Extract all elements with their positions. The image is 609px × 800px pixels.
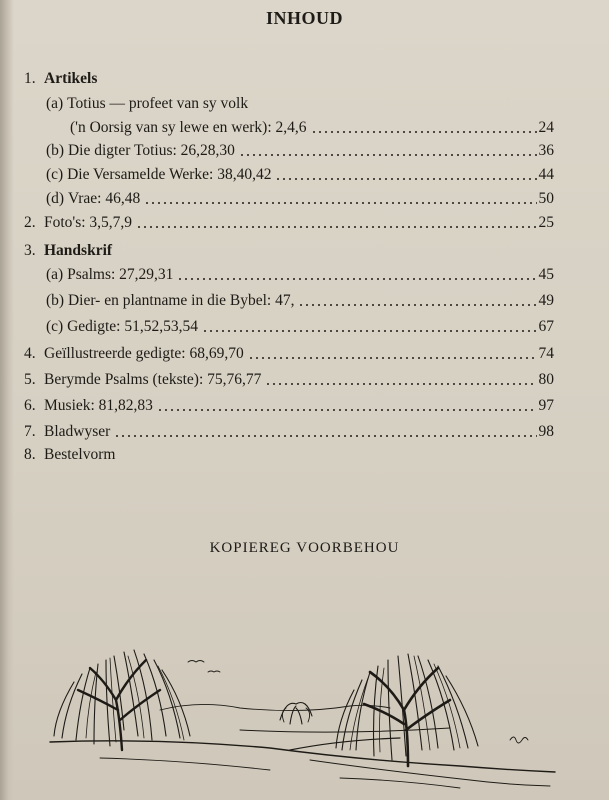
- toc-entry-text: Bestelvorm: [44, 446, 116, 463]
- toc-page-number: 50: [538, 190, 554, 207]
- toc-entry-totius: [46, 93, 546, 115]
- toc-entry-text: ('n Oorsig van sy lewe en werk): 2,4,6: [70, 119, 307, 136]
- toc-sub-letter: (c): [46, 166, 64, 183]
- dot-leader: [265, 382, 536, 386]
- toc-entry-text: Vrae: 46,48: [67, 190, 141, 207]
- willow-trees-illustration: [40, 620, 560, 790]
- toc-page-number: 74: [538, 345, 554, 362]
- dot-leader: [275, 177, 536, 181]
- toc-number: 4.: [24, 345, 36, 362]
- toc-entry-vrae: [46, 188, 554, 210]
- dot-leader: [157, 408, 537, 412]
- toc-sub-letter: (a): [46, 266, 64, 283]
- toc-sub-letter: (b): [46, 142, 65, 159]
- toc-number: 1.: [24, 70, 36, 87]
- toc-entry-gedigte: [46, 316, 554, 338]
- toc-page-number: 24: [538, 119, 554, 136]
- toc-entry-text: Totius — profeet van sy volk: [67, 95, 249, 112]
- copyright-notice: KOPIEREG VOORBEHOU: [209, 540, 400, 556]
- toc-entry-digter: [46, 140, 554, 162]
- toc-number: 7.: [24, 423, 36, 440]
- dot-leader: [298, 303, 536, 307]
- toc-page-number: 67: [538, 318, 554, 335]
- toc-page-number: 45: [538, 266, 554, 283]
- dot-leader: [177, 277, 536, 281]
- toc-page-number: 97: [538, 397, 554, 414]
- toc-entry-versamelde-werke: [46, 164, 554, 186]
- toc-number: 5.: [24, 371, 36, 388]
- toc-page-number: 44: [538, 166, 554, 183]
- toc-number: 6.: [24, 397, 36, 414]
- dot-leader: [239, 153, 537, 157]
- toc-entry-geillustreerde-gedigte: [24, 343, 554, 365]
- toc-entry-text: Berymde Psalms (tekste): 75,76,77: [44, 371, 262, 388]
- toc-entry-psalms: [46, 264, 554, 286]
- toc-entry-text: Foto's: 3,5,7,9: [44, 214, 133, 231]
- toc-entry-text: Die digter Totius: 26,28,30: [67, 142, 235, 159]
- toc-sub-letter: (b): [46, 292, 65, 309]
- toc-page-number: 49: [538, 292, 554, 309]
- toc-heading-label: Handskrif: [44, 242, 113, 259]
- toc-entry-fotos: [24, 212, 554, 234]
- toc-page-number: 25: [538, 214, 554, 231]
- toc-entry-text: Gedigte: 51,52,53,54: [67, 318, 198, 335]
- toc-entry-bestelvorm: [24, 444, 324, 466]
- dot-leader: [202, 329, 537, 333]
- toc-heading-label: Artikels: [44, 70, 98, 87]
- toc-page-number: 36: [538, 142, 554, 159]
- toc-entry-text: Musiek: 81,82,83: [44, 397, 153, 414]
- toc-heading-artikels: [24, 68, 544, 90]
- toc-entry-berymde-psalms: [24, 369, 554, 391]
- toc-entry-dier-en-plantname: [46, 290, 554, 312]
- dot-leader: [136, 225, 536, 229]
- dot-leader: [144, 201, 536, 205]
- toc-entry-text: Psalms: 27,29,31: [67, 266, 174, 283]
- toc-sub-letter: (d): [46, 190, 65, 207]
- dot-leader: [114, 434, 536, 438]
- toc-page-number: 80: [538, 371, 554, 388]
- toc-number: 3.: [24, 242, 36, 259]
- toc-entry-text: Bladwyser: [44, 423, 111, 440]
- toc-entry-bladwyser: [24, 421, 554, 443]
- toc-page-number: 98: [538, 423, 554, 440]
- toc-number: 2.: [24, 214, 36, 231]
- toc-sub-letter: (c): [46, 318, 64, 335]
- dot-leader: [248, 356, 537, 360]
- toc-entry-text: Die Versamelde Werke: 38,40,42: [67, 166, 272, 183]
- toc-entry-musiek: [24, 395, 554, 417]
- toc-number: 8.: [24, 446, 36, 463]
- dot-leader: [311, 130, 537, 134]
- page-title: INHOUD: [265, 8, 343, 28]
- toc-heading-handskrif: [24, 240, 544, 262]
- toc-sub-letter: (a): [46, 95, 64, 112]
- toc-entry-text: Dier- en plantname in die Bybel: 47,: [67, 292, 295, 309]
- toc-entry-text: Geïllustreerde gedigte: 68,69,70: [44, 345, 244, 362]
- toc-entry-oorsig: [70, 117, 554, 139]
